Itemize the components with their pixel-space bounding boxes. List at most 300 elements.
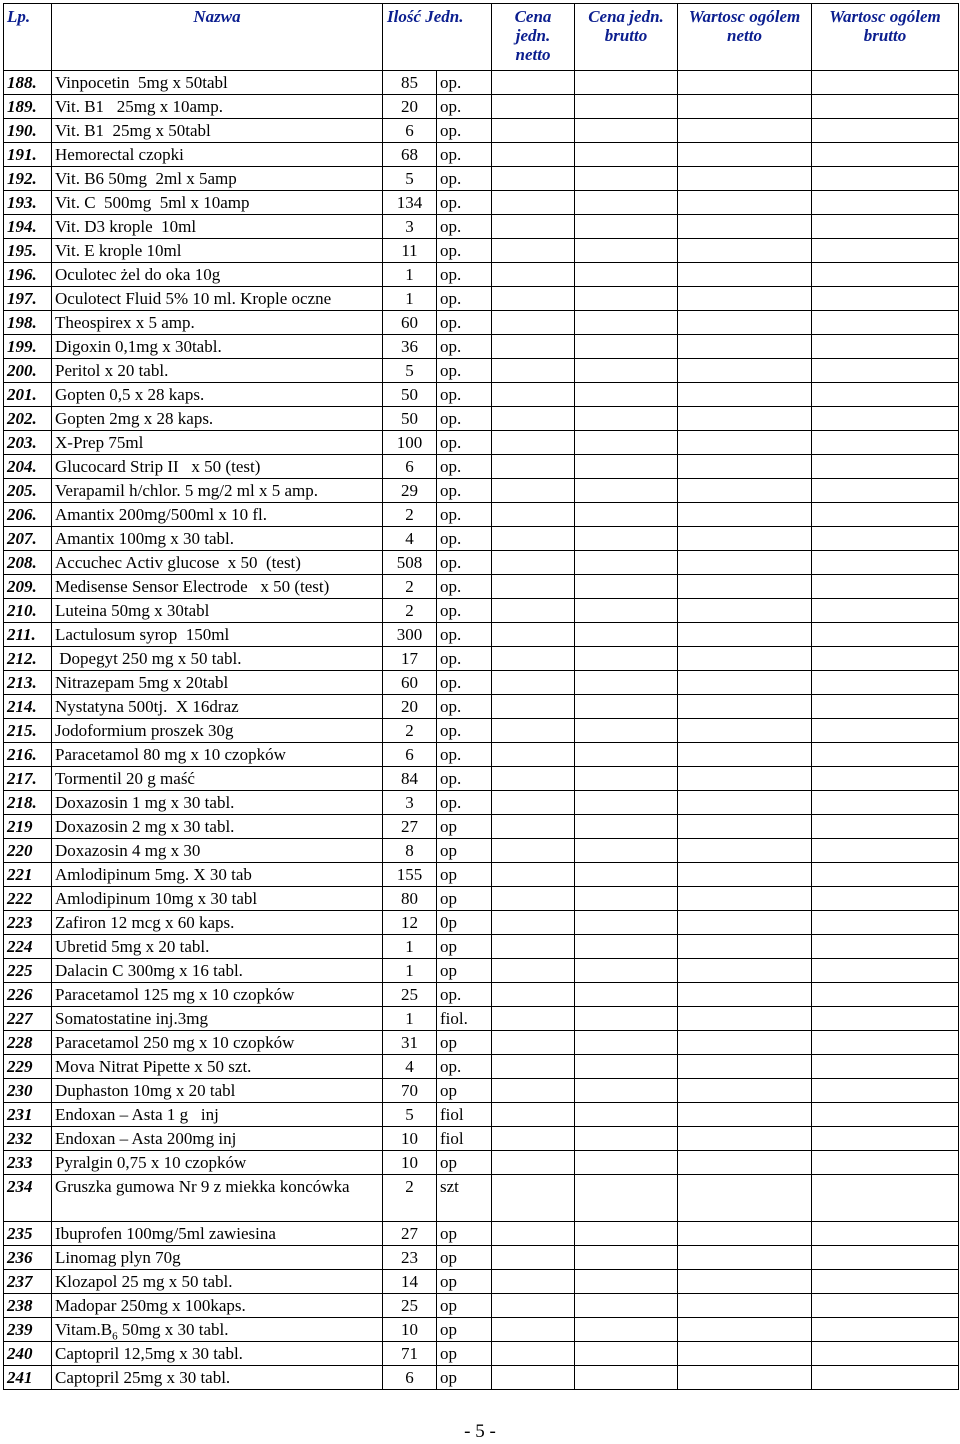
row-unit: 0p <box>437 911 492 935</box>
row-lp: 222 <box>4 887 52 911</box>
row-lp: 189. <box>4 95 52 119</box>
row-cena-netto <box>492 239 575 263</box>
row-lp: 212. <box>4 647 52 671</box>
row-unit: op. <box>437 383 492 407</box>
row-unit: op. <box>437 119 492 143</box>
row-wartosc-netto <box>678 599 812 623</box>
row-name: Paracetamol 250 mg x 10 czopków <box>52 1031 383 1055</box>
table-row <box>4 191 959 215</box>
row-lp: 227 <box>4 1007 52 1031</box>
row-qty: 2 <box>383 1175 437 1222</box>
row-lp: 207. <box>4 527 52 551</box>
row-cena-brutto <box>575 983 678 1007</box>
row-wartosc-netto <box>678 1007 812 1031</box>
row-cena-brutto <box>575 863 678 887</box>
row-cena-brutto <box>575 887 678 911</box>
row-wartosc-brutto <box>812 359 959 383</box>
row-qty: 1 <box>383 263 437 287</box>
row-cena-brutto <box>575 1055 678 1079</box>
table-row <box>4 911 959 935</box>
row-wartosc-brutto <box>812 455 959 479</box>
row-cena-brutto <box>575 143 678 167</box>
row-unit: op <box>437 815 492 839</box>
row-qty: 134 <box>383 191 437 215</box>
row-wartosc-netto <box>678 551 812 575</box>
row-wartosc-brutto <box>812 503 959 527</box>
row-lp: 215. <box>4 719 52 743</box>
row-cena-netto <box>492 575 575 599</box>
row-cena-netto <box>492 743 575 767</box>
row-cena-netto <box>492 983 575 1007</box>
row-wartosc-netto <box>678 455 812 479</box>
row-unit: op <box>437 1342 492 1366</box>
row-name: Vit. B1 25mg x 50tabl <box>52 119 383 143</box>
row-unit: op. <box>437 551 492 575</box>
table-body <box>4 71 959 1390</box>
row-cena-brutto <box>575 1079 678 1103</box>
row-cena-brutto <box>575 455 678 479</box>
row-cena-brutto <box>575 71 678 95</box>
row-cena-brutto <box>575 167 678 191</box>
row-wartosc-brutto <box>812 551 959 575</box>
row-cena-netto <box>492 599 575 623</box>
row-wartosc-brutto <box>812 1222 959 1246</box>
table-row <box>4 1366 959 1390</box>
row-wartosc-netto <box>678 767 812 791</box>
row-wartosc-brutto <box>812 647 959 671</box>
table-row <box>4 71 959 95</box>
table-row <box>4 695 959 719</box>
table-row <box>4 479 959 503</box>
row-wartosc-netto <box>678 263 812 287</box>
row-name: Captopril 25mg x 30 tabl. <box>52 1366 383 1390</box>
row-cena-brutto <box>575 119 678 143</box>
row-qty: 6 <box>383 455 437 479</box>
row-unit: op. <box>437 215 492 239</box>
row-name: Vinpocetin 5mg x 50tabl <box>52 71 383 95</box>
row-lp: 228 <box>4 1031 52 1055</box>
table-row <box>4 791 959 815</box>
row-wartosc-netto <box>678 935 812 959</box>
row-qty: 2 <box>383 599 437 623</box>
row-cena-netto <box>492 503 575 527</box>
header-wartosc-netto <box>678 4 812 71</box>
row-cena-brutto <box>575 191 678 215</box>
row-lp: 202. <box>4 407 52 431</box>
row-lp: 210. <box>4 599 52 623</box>
row-lp: 237 <box>4 1270 52 1294</box>
row-wartosc-netto <box>678 815 812 839</box>
table-row <box>4 1294 959 1318</box>
row-wartosc-brutto <box>812 527 959 551</box>
page-number: - 5 - <box>464 1421 496 1442</box>
row-unit: op <box>437 1222 492 1246</box>
row-wartosc-brutto <box>812 1366 959 1390</box>
row-cena-brutto <box>575 1246 678 1270</box>
row-wartosc-netto <box>678 863 812 887</box>
row-unit: op <box>437 1270 492 1294</box>
row-qty: 80 <box>383 887 437 911</box>
row-name: Klozapol 25 mg x 50 tabl. <box>52 1270 383 1294</box>
row-wartosc-brutto <box>812 671 959 695</box>
row-unit: op. <box>437 527 492 551</box>
row-name: Paracetamol 80 mg x 10 czopków <box>52 743 383 767</box>
row-wartosc-netto <box>678 479 812 503</box>
row-unit: op. <box>437 791 492 815</box>
row-unit: op. <box>437 503 492 527</box>
row-cena-brutto <box>575 263 678 287</box>
row-qty: 20 <box>383 95 437 119</box>
row-qty: 60 <box>383 671 437 695</box>
row-qty: 2 <box>383 503 437 527</box>
row-cena-netto <box>492 1103 575 1127</box>
row-cena-brutto <box>575 479 678 503</box>
row-name: Gopten 2mg x 28 kaps. <box>52 407 383 431</box>
row-unit: op <box>437 1079 492 1103</box>
row-cena-netto <box>492 191 575 215</box>
row-qty: 6 <box>383 119 437 143</box>
row-wartosc-netto <box>678 575 812 599</box>
row-qty: 10 <box>383 1127 437 1151</box>
row-wartosc-netto <box>678 887 812 911</box>
header-wartosc-brutto-line2: brutto <box>863 26 907 45</box>
row-unit: op. <box>437 263 492 287</box>
row-qty: 25 <box>383 1294 437 1318</box>
header-wartosc-netto-line2: netto <box>727 26 762 45</box>
row-cena-netto <box>492 791 575 815</box>
row-wartosc-brutto <box>812 407 959 431</box>
row-name: Ubretid 5mg x 20 tabl. <box>52 935 383 959</box>
row-name: Lactulosum syrop 150ml <box>52 623 383 647</box>
row-cena-netto <box>492 887 575 911</box>
row-name: Doxazosin 1 mg x 30 tabl. <box>52 791 383 815</box>
row-wartosc-netto <box>678 983 812 1007</box>
row-qty: 27 <box>383 815 437 839</box>
row-wartosc-brutto <box>812 959 959 983</box>
row-cena-netto <box>492 1031 575 1055</box>
row-name-text-after: 50mg x 30 tabl. <box>117 1320 229 1339</box>
row-wartosc-brutto <box>812 1007 959 1031</box>
row-wartosc-brutto <box>812 1294 959 1318</box>
row-lp: 205. <box>4 479 52 503</box>
table-row <box>4 983 959 1007</box>
row-cena-netto <box>492 863 575 887</box>
table-row <box>4 575 959 599</box>
row-wartosc-brutto <box>812 1342 959 1366</box>
table-row <box>4 1151 959 1175</box>
row-unit: szt <box>437 1175 492 1222</box>
row-name: Captopril 12,5mg x 30 tabl. <box>52 1342 383 1366</box>
row-wartosc-brutto <box>812 815 959 839</box>
row-cena-netto <box>492 1127 575 1151</box>
header-wartosc-netto-line1: Wartosc ogólem <box>688 7 801 26</box>
row-cena-brutto <box>575 1103 678 1127</box>
row-wartosc-brutto <box>812 479 959 503</box>
table-row <box>4 935 959 959</box>
row-qty: 31 <box>383 1031 437 1055</box>
table-row <box>4 143 959 167</box>
row-cena-netto <box>492 335 575 359</box>
header-cena-netto-line3: netto <box>515 45 551 64</box>
row-cena-netto <box>492 215 575 239</box>
row-qty: 27 <box>383 1222 437 1246</box>
row-qty: 23 <box>383 1246 437 1270</box>
row-wartosc-netto <box>678 1079 812 1103</box>
row-wartosc-netto <box>678 1103 812 1127</box>
row-cena-brutto <box>575 287 678 311</box>
row-wartosc-brutto <box>812 1151 959 1175</box>
row-cena-netto <box>492 695 575 719</box>
row-qty: 5 <box>383 1103 437 1127</box>
row-wartosc-netto <box>678 1151 812 1175</box>
row-unit: op. <box>437 311 492 335</box>
row-name: Vit. B6 50mg 2ml x 5amp <box>52 167 383 191</box>
row-lp: 206. <box>4 503 52 527</box>
row-wartosc-brutto <box>812 383 959 407</box>
row-name: X-Prep 75ml <box>52 431 383 455</box>
row-cena-netto <box>492 959 575 983</box>
row-unit: op. <box>437 623 492 647</box>
row-lp: 190. <box>4 119 52 143</box>
row-name: Zafiron 12 mcg x 60 kaps. <box>52 911 383 935</box>
row-cena-brutto <box>575 1031 678 1055</box>
table-row <box>4 551 959 575</box>
row-name: Nitrazepam 5mg x 20tabl <box>52 671 383 695</box>
row-qty: 5 <box>383 167 437 191</box>
row-cena-netto <box>492 143 575 167</box>
row-name: Linomag plyn 70g <box>52 1246 383 1270</box>
row-lp: 220 <box>4 839 52 863</box>
row-cena-brutto <box>575 239 678 263</box>
table-row <box>4 407 959 431</box>
row-wartosc-brutto <box>812 167 959 191</box>
row-wartosc-netto <box>678 647 812 671</box>
row-wartosc-netto <box>678 503 812 527</box>
row-name: Paracetamol 125 mg x 10 czopków <box>52 983 383 1007</box>
row-cena-netto <box>492 1294 575 1318</box>
row-name: Amantix 100mg x 30 tabl. <box>52 527 383 551</box>
row-cena-brutto <box>575 959 678 983</box>
row-lp: 195. <box>4 239 52 263</box>
row-wartosc-netto <box>678 1294 812 1318</box>
row-unit: op <box>437 1151 492 1175</box>
row-qty: 12 <box>383 911 437 935</box>
row-lp: 194. <box>4 215 52 239</box>
row-qty: 50 <box>383 383 437 407</box>
row-wartosc-brutto <box>812 95 959 119</box>
row-unit: op. <box>437 407 492 431</box>
header-cena-netto-line2: jedn. <box>515 26 551 45</box>
header-wartosc-brutto-line1: Wartosc ogólem <box>829 7 941 26</box>
row-name: Accuchec Activ glucose x 50 (test) <box>52 551 383 575</box>
row-wartosc-netto <box>678 719 812 743</box>
drug-price-table <box>3 3 959 1390</box>
row-wartosc-brutto <box>812 1103 959 1127</box>
row-unit: op. <box>437 1055 492 1079</box>
row-qty: 6 <box>383 1366 437 1390</box>
row-lp: 221 <box>4 863 52 887</box>
row-wartosc-netto <box>678 743 812 767</box>
row-unit: op <box>437 863 492 887</box>
table-row <box>4 455 959 479</box>
table-row <box>4 863 959 887</box>
row-qty: 3 <box>383 791 437 815</box>
row-unit: op. <box>437 335 492 359</box>
row-name: Amantix 200mg/500ml x 10 fl. <box>52 503 383 527</box>
row-lp: 192. <box>4 167 52 191</box>
row-cena-brutto <box>575 1270 678 1294</box>
row-cena-netto <box>492 95 575 119</box>
row-qty: 5 <box>383 359 437 383</box>
row-cena-netto <box>492 671 575 695</box>
row-wartosc-brutto <box>812 887 959 911</box>
row-qty: 1 <box>383 287 437 311</box>
table-row <box>4 1103 959 1127</box>
row-name: Digoxin 0,1mg x 30tabl. <box>52 335 383 359</box>
row-cena-brutto <box>575 767 678 791</box>
row-name: Peritol x 20 tabl. <box>52 359 383 383</box>
row-cena-netto <box>492 719 575 743</box>
table-row <box>4 887 959 911</box>
row-unit: op. <box>437 599 492 623</box>
row-wartosc-brutto <box>812 839 959 863</box>
row-cena-brutto <box>575 815 678 839</box>
row-unit: op <box>437 1318 492 1342</box>
row-cena-netto <box>492 1342 575 1366</box>
row-lp: 204. <box>4 455 52 479</box>
table-row <box>4 1222 959 1246</box>
row-wartosc-brutto <box>812 911 959 935</box>
row-unit: op. <box>437 767 492 791</box>
row-unit: op. <box>437 239 492 263</box>
row-wartosc-brutto <box>812 1031 959 1055</box>
row-lp: 232 <box>4 1127 52 1151</box>
row-wartosc-netto <box>678 911 812 935</box>
row-lp: 236 <box>4 1246 52 1270</box>
row-lp: 216. <box>4 743 52 767</box>
row-unit: op <box>437 1246 492 1270</box>
row-cena-brutto <box>575 599 678 623</box>
table-row <box>4 215 959 239</box>
header-cena-brutto <box>575 4 678 71</box>
header-cena-brutto-line1: Cena jedn. <box>588 7 664 26</box>
row-unit: op. <box>437 671 492 695</box>
table-row <box>4 1127 959 1151</box>
row-name: Vit. D3 krople 10ml <box>52 215 383 239</box>
table-row <box>4 719 959 743</box>
row-qty: 1 <box>383 935 437 959</box>
row-lp: 239 <box>4 1318 52 1342</box>
row-qty: 85 <box>383 71 437 95</box>
row-wartosc-netto <box>678 215 812 239</box>
row-name-subscript: 6 <box>112 1330 118 1342</box>
row-cena-netto <box>492 1007 575 1031</box>
row-cena-netto <box>492 839 575 863</box>
row-wartosc-brutto <box>812 215 959 239</box>
row-cena-brutto <box>575 1007 678 1031</box>
row-name: Vit. B1 25mg x 10amp. <box>52 95 383 119</box>
row-name: Hemorectal czopki <box>52 143 383 167</box>
row-name: Pyralgin 0,75 x 10 czopków <box>52 1151 383 1175</box>
row-cena-brutto <box>575 647 678 671</box>
row-cena-brutto <box>575 1222 678 1246</box>
row-cena-brutto <box>575 95 678 119</box>
row-unit: fiol <box>437 1103 492 1127</box>
row-unit: fiol <box>437 1127 492 1151</box>
row-wartosc-netto <box>678 1222 812 1246</box>
row-qty: 84 <box>383 767 437 791</box>
row-cena-netto <box>492 383 575 407</box>
row-wartosc-brutto <box>812 1175 959 1222</box>
row-wartosc-netto <box>678 431 812 455</box>
row-qty: 10 <box>383 1318 437 1342</box>
row-cena-netto <box>492 767 575 791</box>
row-cena-brutto <box>575 551 678 575</box>
row-qty: 8 <box>383 839 437 863</box>
row-name: Dopegyt 250 mg x 50 tabl. <box>52 647 383 671</box>
row-name: Gopten 0,5 x 28 kaps. <box>52 383 383 407</box>
row-cena-brutto <box>575 719 678 743</box>
row-wartosc-netto <box>678 1055 812 1079</box>
row-qty: 14 <box>383 1270 437 1294</box>
table-row <box>4 1007 959 1031</box>
header-cena-brutto-line2: brutto <box>604 26 648 45</box>
table-row <box>4 311 959 335</box>
row-wartosc-netto <box>678 695 812 719</box>
row-cena-brutto <box>575 935 678 959</box>
table-row <box>4 599 959 623</box>
row-name: Dalacin C 300mg x 16 tabl. <box>52 959 383 983</box>
row-qty: 2 <box>383 575 437 599</box>
row-wartosc-netto <box>678 311 812 335</box>
row-wartosc-netto <box>678 359 812 383</box>
row-lp: 209. <box>4 575 52 599</box>
table-row <box>4 335 959 359</box>
row-unit: op <box>437 935 492 959</box>
row-qty: 10 <box>383 1151 437 1175</box>
row-name: Amlodipinum 5mg. X 30 tab <box>52 863 383 887</box>
table-row <box>4 671 959 695</box>
row-wartosc-netto <box>678 671 812 695</box>
row-unit: op <box>437 1366 492 1390</box>
row-name: Somatostatine inj.3mg <box>52 1007 383 1031</box>
row-qty: 4 <box>383 527 437 551</box>
table-row <box>4 1246 959 1270</box>
table-row <box>4 1175 959 1222</box>
header-row <box>4 4 959 71</box>
row-cena-brutto <box>575 335 678 359</box>
row-cena-brutto <box>575 1175 678 1222</box>
row-name: Luteina 50mg x 30tabl <box>52 599 383 623</box>
row-name: Doxazosin 4 mg x 30 <box>52 839 383 863</box>
row-qty: 6 <box>383 743 437 767</box>
table-row <box>4 503 959 527</box>
row-cena-netto <box>492 1270 575 1294</box>
row-cena-brutto <box>575 623 678 647</box>
row-cena-brutto <box>575 407 678 431</box>
row-cena-brutto <box>575 911 678 935</box>
table-row <box>4 1318 959 1342</box>
row-name: Mova Nitrat Pipette x 50 szt. <box>52 1055 383 1079</box>
table-row <box>4 623 959 647</box>
row-lp: 200. <box>4 359 52 383</box>
row-wartosc-netto <box>678 287 812 311</box>
row-wartosc-netto <box>678 71 812 95</box>
row-cena-netto <box>492 647 575 671</box>
row-unit: op <box>437 839 492 863</box>
row-qty: 300 <box>383 623 437 647</box>
row-cena-netto <box>492 623 575 647</box>
